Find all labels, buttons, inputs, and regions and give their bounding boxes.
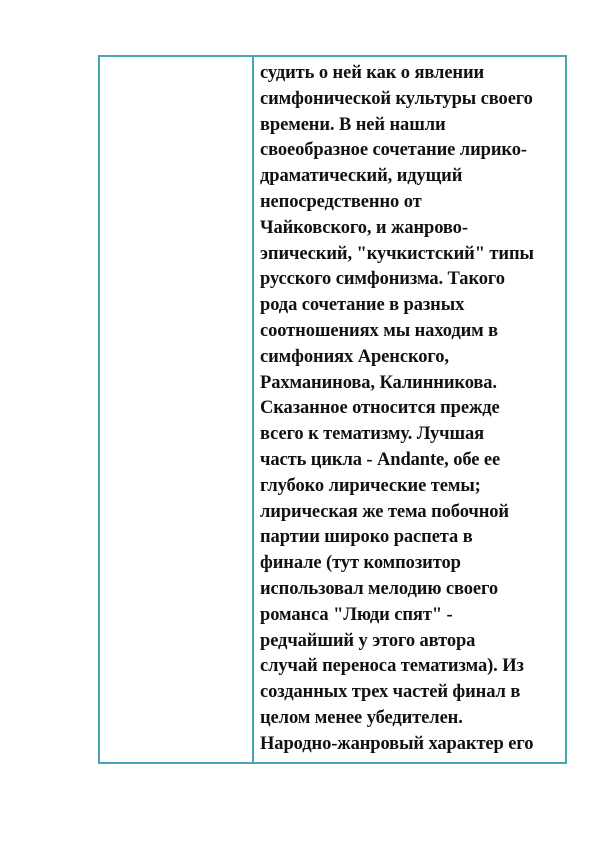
text-line: созданных трех частей финал в	[260, 682, 521, 703]
text-line: своеобразное сочетание лирико-	[260, 140, 527, 161]
text-line: Народно-жанровый характер его	[260, 733, 534, 754]
text-line: времени. В ней нашли	[260, 114, 446, 135]
text-line: русского симфонизма. Такого	[260, 269, 505, 290]
text-line: рода сочетание в разных	[260, 295, 465, 316]
text-line: использовал мелодию своего	[260, 578, 499, 599]
text-line: финале (тут композитор	[260, 553, 461, 574]
text-line: эпический, "кучкистский" типы	[260, 243, 534, 264]
text-line: партии широко распета в	[260, 527, 473, 548]
text-line: лирическая же тема побочной	[260, 501, 509, 522]
text-line: редчайший у этого автора	[260, 630, 476, 651]
text-line: судить о ней как о явлении	[260, 63, 485, 83]
document-table	[98, 55, 567, 764]
text-line: соотношениях мы находим в	[260, 320, 499, 341]
text-line: Чайковского, и жанрово-	[260, 217, 468, 238]
text-line: Рахманинова, Калинникова.	[260, 372, 497, 393]
text-line: непосредственно от	[260, 191, 422, 212]
text-line: всего к тематизму. Лучшая	[260, 424, 485, 445]
text-line: Сказанное относится прежде	[260, 398, 500, 419]
text-line: часть цикла - Andante, обе ее	[260, 449, 501, 470]
text-line: глубоко лирические темы;	[260, 475, 481, 496]
text-line: симфонической культуры своего	[260, 88, 533, 109]
text-line: романса "Люди спят" -	[260, 604, 453, 625]
text-line: целом менее убедителен.	[260, 707, 463, 728]
text-line: драматический, идущий	[260, 166, 463, 187]
text-line: случай переноса тематизма). Из	[260, 656, 524, 677]
table-cell-text	[254, 57, 565, 762]
text-line: симфониях Аренского,	[260, 346, 449, 367]
table-cell-left-empty	[100, 57, 254, 762]
